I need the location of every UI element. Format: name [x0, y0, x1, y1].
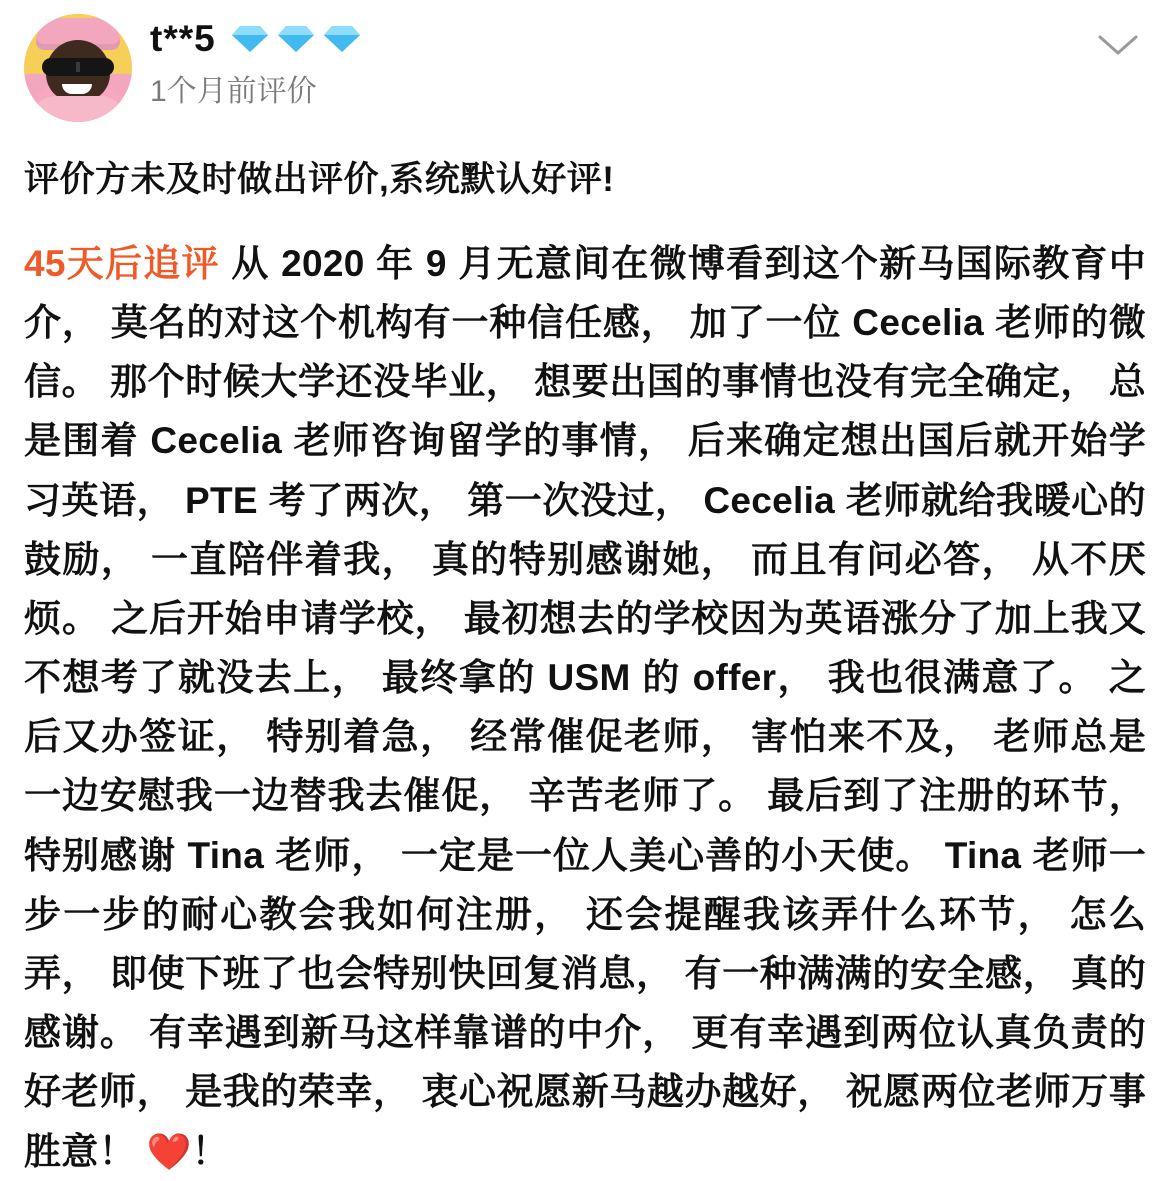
diamond-icon: [230, 24, 270, 54]
heart-icon: ❤️: [146, 1130, 192, 1172]
append-review-text: [24, 234, 1146, 1181]
diamond-icon: [276, 24, 316, 54]
append-review-tag: 45天后追评: [24, 242, 220, 284]
append-review-suffix: ！: [191, 1130, 229, 1172]
chevron-down-icon[interactable]: [1096, 32, 1140, 58]
header-main: [150, 14, 1146, 107]
level-badges: [230, 24, 362, 54]
avatar-sunglasses-icon: [42, 58, 114, 76]
review-header: [24, 14, 1146, 124]
review-time: 1个月前评价: [150, 75, 317, 108]
username-row: [150, 20, 1146, 57]
append-review-body: 从 2020 年 9 月无意间在微博看到这个新马国际教育中介， 莫名的对这个机构有一种信任感， 加了一位 Cecelia 老师的微信。 那个时候大学还没毕业， 想要出国的事情也没有完全确定， 总是围着 Cecelia 老师咨询留学的事情， 后来确定想出国后就开始学习英语， PTE 考了两次， 第一次没过， Cecelia 老师就给我暖心的鼓励， 一直陪伴着我， 真的特别感谢她， 而且有问必答， 从不厌烦。 之后开始申请学校， 最初想去的学校因为英语涨分了加上我又不想考了就没去上， 最终拿的 USM 的 offer， 我也很满意了。 之后又办签证， 特别着急， 经常催促老师， 害怕来不及， 老师总是一边安慰我一边替我去催促， 辛苦老师了。 最后到了注册的环节， 特别感谢 Tina 老师， 一定是一位人美心善的小天使。 Tina 老师一步一步的耐心教会我如何注册， 还会提醒我该弄什么环节， 怎么弄， 即使下班了也会特别快回复消息， 有一种满满的安全感， 真的感谢。 有幸遇到新马这样靠谱的中介， 更有幸遇到两位认真负责的好老师， 是我的荣幸， 衷心祝愿新马越办越好， 祝愿两位老师万事胜意！: [24, 242, 1146, 1172]
avatar-body: [30, 96, 126, 122]
username: t**5: [150, 18, 216, 59]
diamond-icon: [322, 24, 362, 54]
default-praise-text: 评价方未及时做出评价,系统默认好评!: [24, 160, 615, 199]
avatar[interactable]: [24, 14, 132, 122]
